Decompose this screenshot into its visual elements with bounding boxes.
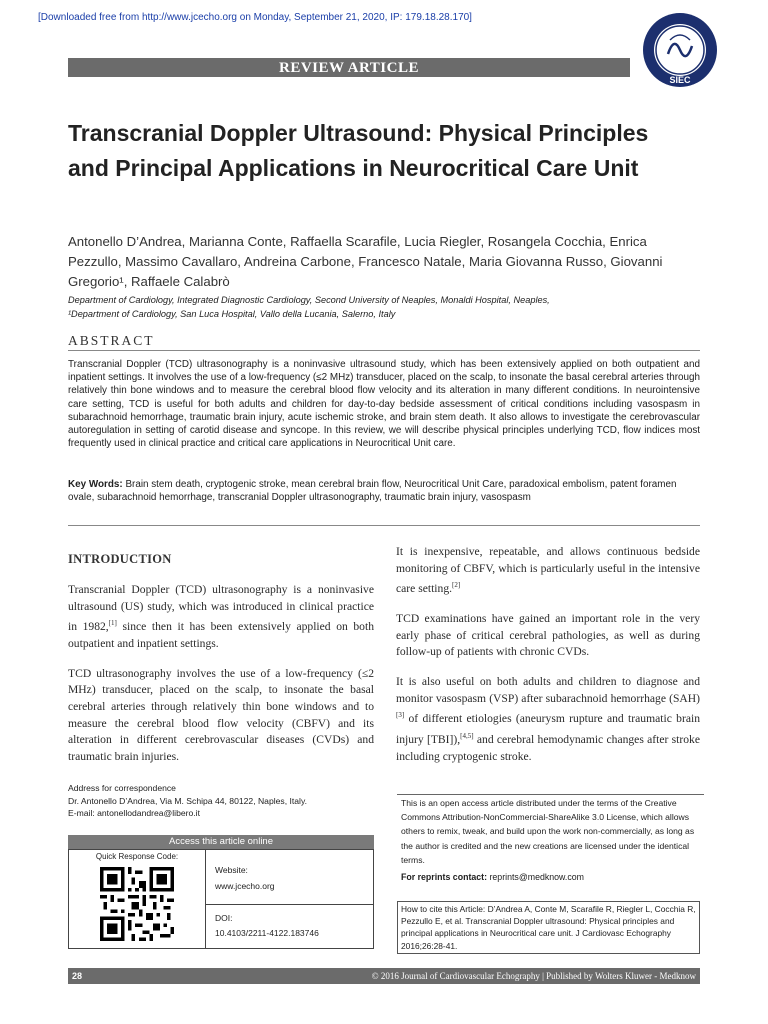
- keywords-label: Key Words:: [68, 479, 123, 490]
- abstract-heading: ABSTRACT: [68, 333, 155, 348]
- download-notice: [Downloaded free from http://www.jcecho.org on Monday, September 21, 2020, IP: 179.18.28.170]: [38, 12, 472, 23]
- access-online-bar: Access this article online: [68, 835, 374, 849]
- article-title: Transcranial Doppler Ultrasound: Physical Principles and Principal Applications in Neurocritical Care Unit: [68, 120, 649, 181]
- author-list: Antonello D’Andrea, Marianna Conte, Raffaella Scarafile, Lucia Riegler, Rosangela Cocchia, Enrica Pezzullo, Massimo Cavallaro, Andreina Carbone, Francesco Natale, Maria Giovanna Russo, Giovanni Gregorio¹, Raffaele Calabrò: [68, 234, 663, 289]
- body-column-right: [396, 544, 700, 778]
- correspondence-label: Address for correspondence: [68, 783, 176, 793]
- footer-copyright: © 2016 Journal of Cardiovascular Echography | Published by Wolters Kluwer - Medknow: [371, 971, 696, 981]
- citation-ref[interactable]: [1]: [108, 619, 117, 628]
- society-logo-icon: [640, 10, 720, 90]
- divider: [68, 350, 700, 351]
- correspondence-block: [68, 782, 374, 820]
- page-number: 28: [72, 971, 83, 981]
- citation-ref[interactable]: [4,5]: [460, 732, 474, 741]
- reprints-label: For reprints contact:: [401, 872, 488, 882]
- doi-link[interactable]: 10.4103/2211-4122.183746: [215, 928, 319, 938]
- article-type-banner: REVIEW ARTICLE: [68, 58, 630, 77]
- affiliations: [68, 293, 708, 321]
- website-link[interactable]: www.jcecho.org: [215, 881, 275, 891]
- paragraph: TCD ultrasonography involves the use of a low-frequency (≤2 MHz) transducer, placed on the scalp, to insonate the basal cerebral arteries through relatively thin bone windows and to measure the cerebral blood flow velocity (CBFV) and its alteration in different cerebrovascular diseases (CVDs) and traumatic brain injuries.: [68, 666, 374, 764]
- citation-ref[interactable]: [2]: [452, 581, 461, 590]
- keywords-text: Brain stem death, cryptogenic stroke, mean cerebral brain flow, Neurocritical Unit Care, paradoxical embolism, patent foramen ovale, subarachnoid hemorrhage, transcranial Doppler ultrasonography, traumatic brain injury, vasospasm: [68, 479, 677, 504]
- correspondence-address: Dr. Antonello D’Andrea, Via M. Schipa 44, 80122, Naples, Italy.: [68, 795, 308, 806]
- doi-label: DOI:: [215, 913, 233, 923]
- divider: [68, 525, 700, 526]
- paragraph: It is also useful on both adults and children to diagnose and monitor vasospasm (VSP) after subarachnoid hemorrhage (SAH)[3] of different etiologies (aneurysm rupture and traumatic brain injury [TBI]),[4,5] and cerebral hemodynamic changes after stroke including cryptogenic stroke.: [396, 675, 701, 763]
- citation-box: How to cite this Article: D’Andrea A, Conte M, Scarafile R, Riegler L, Cocchia R, Pezzullo E, et al. Transcranial Doppler ultrasound: Physical principles and principal applications in Neurocritical care unit. J Cardiovasc Echography 2016;26:28-41.: [397, 901, 700, 954]
- correspondence-email[interactable]: E-mail: antonellodandrea@libero.it: [68, 808, 200, 819]
- paragraph: It is inexpensive, repeatable, and allows continuous bedside monitoring of CBFV, which is particularly useful in the intensive care setting.[2]: [396, 545, 700, 596]
- affiliation-line: ¹Department of Cardiology, San Luca Hospital, Vallo della Lucania, Salerno, Italy: [68, 309, 396, 319]
- keywords: [68, 478, 700, 504]
- license-notice: This is an open access article distributed under the terms of the Creative Commons Attribution-NonCommercial-ShareAlike 3.0 License, which allows others to remix, tweak, and build upon the work non-commercially, as long as the author is credited and the new creations are licensed under the identical terms.: [397, 794, 704, 867]
- section-heading-introduction: INTRODUCTION: [68, 552, 172, 566]
- affiliation-line: Department of Cardiology, Integrated Diagnostic Cardiology, Second University of Neaples, Monaldi Hospital, Neaples,: [68, 295, 550, 305]
- divider: [206, 904, 374, 905]
- qr-label: Quick Response Code:: [95, 852, 179, 861]
- paragraph: TCD examinations have gained an important role in the very early phase of critical cerebral pathologies, as well as during follow-up of patients with chronic CVDs.: [396, 611, 700, 659]
- qr-code-icon[interactable]: [100, 867, 174, 941]
- logo-text: SIEC: [669, 75, 691, 85]
- reprints-contact: [401, 872, 584, 882]
- body-column-left: [68, 582, 374, 779]
- website-label: Website:: [215, 865, 248, 875]
- reprints-email[interactable]: reprints@medknow.com: [489, 872, 584, 882]
- citation-ref[interactable]: [3]: [396, 711, 405, 720]
- paragraph: Transcranial Doppler (TCD) ultrasonography is a noninvasive ultrasound (US) study, which was introduced in clinical practice in 1982,[1] since then it has been extensively applied on both outpatient and inpatient settings.: [68, 583, 374, 650]
- abstract-text: Transcranial Doppler (TCD) ultrasonography is a noninvasive ultrasound study, which has been extensively applied on both outpatient and inpatient settings. It involves the use of a low-frequency (≤2 MHz) transducer, placed on the scalp, to insonate the basal cerebral arteries through relatively thin bone windows and to measure the cerebral blood flow velocity and its alteration in many different conditions. In neurointensive care setting, TCD is useful for both adults and children for day-to-day bedside assessment of critical conditions including vasospasm in subarachnoid hemorrhage, traumatic brain injury, acute ischemic stroke, and brain stem death. It also allows to investigate the cerebrovascular autoregulation in setting of carotid disease and syncope. In this review, we will describe physical principles underlying TCD, flow indices most frequently used in clinical practice and critical care applications in Neurocritical Unit care.: [68, 359, 700, 450]
